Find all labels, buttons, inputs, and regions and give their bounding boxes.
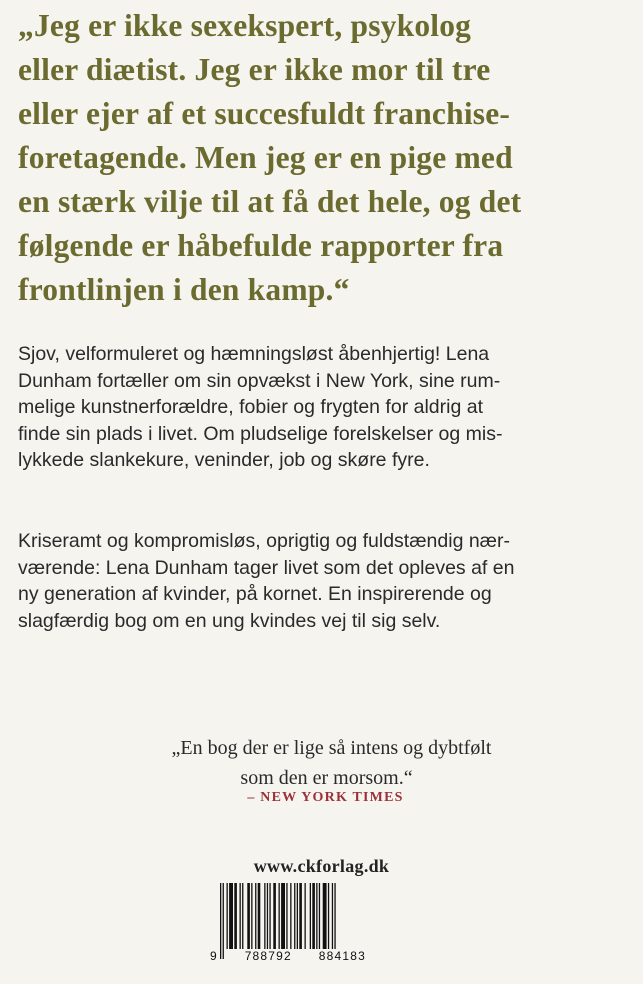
barcode-bar xyxy=(334,883,335,959)
barcode-bar xyxy=(286,883,287,949)
barcode-bar xyxy=(319,883,320,949)
barcode-digit-group: 9 xyxy=(210,949,218,963)
barcode-digits xyxy=(210,949,366,963)
paragraph-line: slagfærdig bog om en ung kvindes vej til sig selv. xyxy=(18,609,441,632)
barcode-bar xyxy=(234,883,237,949)
barcode-bar xyxy=(279,883,280,959)
barcode-bar xyxy=(220,883,221,959)
paragraph-line: lykkede slankekure, veninder, job og skøre fyre. xyxy=(18,449,430,471)
barcode-bar xyxy=(281,883,285,959)
barcode-bar xyxy=(242,883,243,949)
barcode-bar xyxy=(247,883,250,949)
review-line: „En bog der er lige så intens og dybtfølt xyxy=(171,737,492,759)
paragraph-line: ny generation af kvinder, på kornet. En inspirerende og xyxy=(18,583,492,605)
headline-line: frontlinjen i den kamp.“ xyxy=(18,272,350,307)
barcode-bars xyxy=(210,883,366,959)
barcode-bar xyxy=(267,883,268,949)
review-line: som den er morsom.“ xyxy=(240,767,413,789)
publisher-url: www.ckforlag.dk xyxy=(253,856,390,876)
barcode-bar xyxy=(269,883,270,949)
barcode-bar xyxy=(332,883,333,949)
barcode-bar xyxy=(316,883,317,949)
barcode-bar xyxy=(258,883,261,949)
headline-line: eller ejer af et succesfuldt franchise- xyxy=(18,96,511,131)
paragraph-line: finde sin plads i livet. Om pludselige forelskelser og mis- xyxy=(18,422,503,445)
headline-line: eller diætist. Jeg er ikke mor til tre xyxy=(18,52,491,87)
barcode-bar xyxy=(227,883,228,949)
barcode-bar xyxy=(299,883,302,949)
barcode-bar xyxy=(294,883,295,949)
review-source: – NEW YORK TIMES xyxy=(247,790,404,805)
barcode-bar xyxy=(264,883,265,949)
paragraph-line: værende: Lena Dunham tager livet som det opleves af en xyxy=(18,556,515,579)
barcode-bar xyxy=(255,883,256,949)
headline-line: følgende er håbefulde rapporter fra xyxy=(18,228,504,263)
paragraph-line: melige kunstnerforældre, fobier og frygten for aldrig at xyxy=(18,396,483,418)
headline-line: foretagende. Men jeg er en pige med xyxy=(18,140,513,175)
isbn-barcode xyxy=(210,883,366,965)
headline-quote xyxy=(18,4,628,312)
barcode-bar xyxy=(251,883,252,949)
barcode-digit-group: 884183 xyxy=(318,949,366,963)
barcode-bar xyxy=(223,883,224,959)
barcode-bar xyxy=(305,883,306,949)
description-paragraph-1 xyxy=(18,341,633,474)
barcode-bar xyxy=(312,883,315,949)
paragraph-line: Sjov, velformuleret og hæmningsløst åbenhjertig! Lena xyxy=(18,343,490,365)
description-paragraph-2 xyxy=(18,528,633,634)
headline-line: „Jeg er ikke sexekspert, psykolog xyxy=(18,8,472,43)
barcode-bar xyxy=(240,883,241,949)
barcode-digit-group: 788792 xyxy=(244,949,292,963)
barcode-bar xyxy=(273,883,276,949)
barcode-bar xyxy=(229,883,233,949)
barcode-bar xyxy=(297,883,298,949)
review-quote xyxy=(0,733,643,793)
barcode-bar xyxy=(290,883,291,949)
headline-line: en stærk vilje til at få det hele, og det xyxy=(18,184,522,219)
paragraph-line: Dunham fortæller om sin opvækst i New York, sine rum- xyxy=(18,369,501,392)
barcode-bar xyxy=(328,883,329,949)
barcode-bar xyxy=(323,883,327,949)
barcode-bar xyxy=(310,883,311,949)
paragraph-line: Kriseramt og kompromisløs, oprigtig og fuldstændig nær- xyxy=(18,530,511,552)
